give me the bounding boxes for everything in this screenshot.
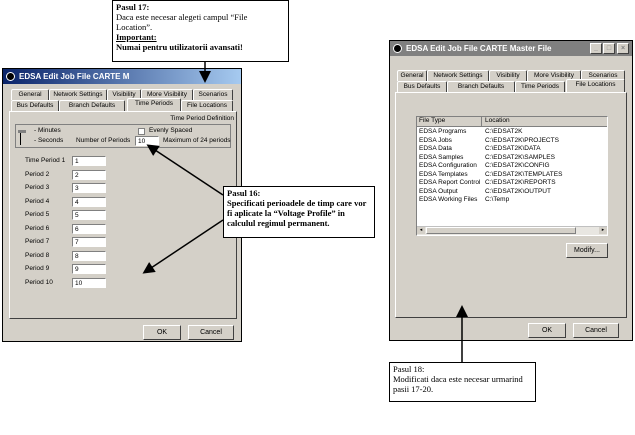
left-title-bar[interactable] <box>3 69 241 84</box>
group-title: Time Period Definition <box>170 115 234 122</box>
location-cell: C:\EDSAT2K\CONFIG <box>485 162 550 169</box>
period-input[interactable]: 4 <box>72 197 106 207</box>
location-cell: C:\EDSAT2K\PROJECTS <box>485 136 559 144</box>
right-window-title: EDSA Edit Job File CARTE Master File <box>406 44 552 53</box>
tab-branch-defaults[interactable]: Branch Defaults <box>59 100 125 111</box>
horizontal-scrollbar[interactable] <box>417 226 607 235</box>
period-label: Period 5 <box>25 211 50 218</box>
step-18-title: Pasul 18: <box>393 364 425 374</box>
tab-panel <box>9 111 237 319</box>
num-periods-label: Number of Periods <box>76 137 131 144</box>
file-type-cell: EDSA Output <box>419 187 458 195</box>
file-type-cell: EDSA Data <box>419 145 452 152</box>
tab-file-locations[interactable]: File Locations <box>181 100 233 111</box>
file-type-cell: EDSA Jobs <box>419 136 452 144</box>
period-label: Period 6 <box>25 224 50 232</box>
list-header <box>417 117 607 127</box>
tab-file-locations[interactable]: File Locations <box>566 79 625 92</box>
period-input[interactable]: 3 <box>72 183 106 193</box>
period-label: Period 3 <box>25 184 50 191</box>
period-label: Time Period 1 <box>25 157 66 164</box>
location-cell: C:\EDSAT2K\SAMPLES <box>485 153 555 161</box>
minutes-label: - Minutes <box>34 127 61 134</box>
slider-thumb[interactable] <box>18 130 26 133</box>
column-header-file-type[interactable]: File Type <box>419 117 482 126</box>
tab-more-visibility[interactable]: More Visibility <box>141 89 193 100</box>
tab-time-periods[interactable]: Time Periods <box>127 98 181 111</box>
close-icon[interactable]: × <box>617 43 629 54</box>
modify-button[interactable]: Modify... <box>566 243 608 258</box>
tab-general[interactable]: General <box>11 89 49 100</box>
step-17-important: Important: <box>116 32 157 42</box>
period-label: Period 7 <box>25 238 50 245</box>
file-type-cell: EDSA Working Files <box>419 196 478 203</box>
tab-visibility[interactable]: Visibility <box>489 70 527 81</box>
file-type-cell: EDSA Configuration <box>419 162 477 169</box>
location-cell: C:\EDSAT2K\DATA <box>485 145 541 152</box>
location-cell: C:\EDSAT2K\OUTPUT <box>485 187 551 195</box>
right-dialog <box>389 40 633 341</box>
step-18-text: Modificati daca este necesar urmarind pasii 17-20. <box>393 374 523 394</box>
tab-time-periods[interactable]: Time Periods <box>515 81 565 92</box>
tab-branch-defaults[interactable]: Branch Defaults <box>447 81 515 92</box>
step-16-callout <box>223 186 375 238</box>
ok-button[interactable]: OK <box>143 325 181 340</box>
tab-scenarios[interactable]: Scenarios <box>193 89 233 100</box>
location-cell: C:\EDSAT2K <box>485 128 523 135</box>
period-input[interactable]: 1 <box>72 156 106 166</box>
step-17-callout <box>112 0 289 62</box>
location-cell: C:\EDSAT2K\REPORTS <box>485 179 556 186</box>
num-periods-input[interactable]: 10 <box>135 136 159 146</box>
period-input[interactable]: 10 <box>72 278 106 288</box>
period-label: Period 4 <box>25 197 50 205</box>
max-periods-label: Maximum of 24 periods <box>163 137 231 144</box>
location-cell: C:\Temp <box>485 196 510 203</box>
cancel-button[interactable]: Cancel <box>188 325 234 340</box>
app-icon <box>393 44 402 53</box>
tab-more-visibility[interactable]: More Visibility <box>527 70 581 81</box>
scroll-left-icon[interactable]: ◂ <box>417 227 425 234</box>
evenly-spaced-checkbox[interactable] <box>138 128 145 135</box>
period-label: Period 9 <box>25 265 50 272</box>
file-type-cell: EDSA Report Control <box>419 179 481 186</box>
seconds-label: - Seconds <box>34 137 64 144</box>
file-type-cell: EDSA Samples <box>419 153 464 161</box>
column-header-location[interactable]: Location <box>485 117 510 124</box>
step-17-title: Pasul 17: <box>116 2 150 12</box>
left-dialog <box>2 68 242 342</box>
scroll-thumb[interactable] <box>426 227 576 234</box>
left-window-title: EDSA Edit Job File CARTE M <box>19 72 130 81</box>
tab-network-settings[interactable]: Network Settings <box>49 89 107 100</box>
period-label: Period 8 <box>25 251 50 259</box>
scroll-right-icon[interactable]: ▸ <box>599 227 607 234</box>
tab-visibility[interactable]: Visibility <box>107 89 141 100</box>
file-type-cell: EDSA Templates <box>419 170 468 178</box>
period-list <box>10 156 130 316</box>
period-label: Period 10 <box>25 278 53 286</box>
period-input[interactable]: 6 <box>72 224 106 234</box>
tab-panel <box>395 92 627 318</box>
time-period-group <box>15 124 231 148</box>
period-input[interactable]: 7 <box>72 237 106 247</box>
right-title-bar[interactable] <box>390 41 632 56</box>
ok-button[interactable]: OK <box>528 323 566 338</box>
period-input[interactable]: 8 <box>72 251 106 261</box>
app-icon <box>6 72 15 81</box>
maximize-icon[interactable]: □ <box>603 43 615 54</box>
step-17-text: Daca este necesar alegeti campul “File Location”. <box>116 12 248 32</box>
tab-general[interactable]: General <box>397 70 427 81</box>
tab-scenarios[interactable]: Scenarios <box>581 70 625 81</box>
step-16-text: Specificati perioadele de timp care vor fi aplicate la “Voltage Profile” in calculul regimul permanent. <box>227 198 367 228</box>
location-cell: C:\EDSAT2K\TEMPLATES <box>485 170 563 178</box>
step-17-note: Numai pentru utilizatorii avansati! <box>116 42 243 52</box>
period-input[interactable]: 5 <box>72 210 106 220</box>
tab-bus-defaults[interactable]: Bus Defaults <box>397 81 447 92</box>
step-16-title: Pasul 16: <box>227 188 261 198</box>
slider-track[interactable] <box>20 131 33 145</box>
step-18-callout <box>389 362 536 402</box>
tab-bus-defaults[interactable]: Bus Defaults <box>11 100 59 111</box>
file-type-cell: EDSA Programs <box>419 128 467 135</box>
tab-network-settings[interactable]: Network Settings <box>427 70 489 81</box>
period-input[interactable]: 2 <box>72 170 106 180</box>
evenly-spaced-label: Evenly Spaced <box>149 127 193 134</box>
file-locations-list[interactable] <box>416 116 608 236</box>
cancel-button[interactable]: Cancel <box>573 323 619 338</box>
minimize-icon[interactable]: _ <box>590 43 602 54</box>
period-input[interactable]: 9 <box>72 264 106 274</box>
period-label: Period 2 <box>25 170 50 178</box>
